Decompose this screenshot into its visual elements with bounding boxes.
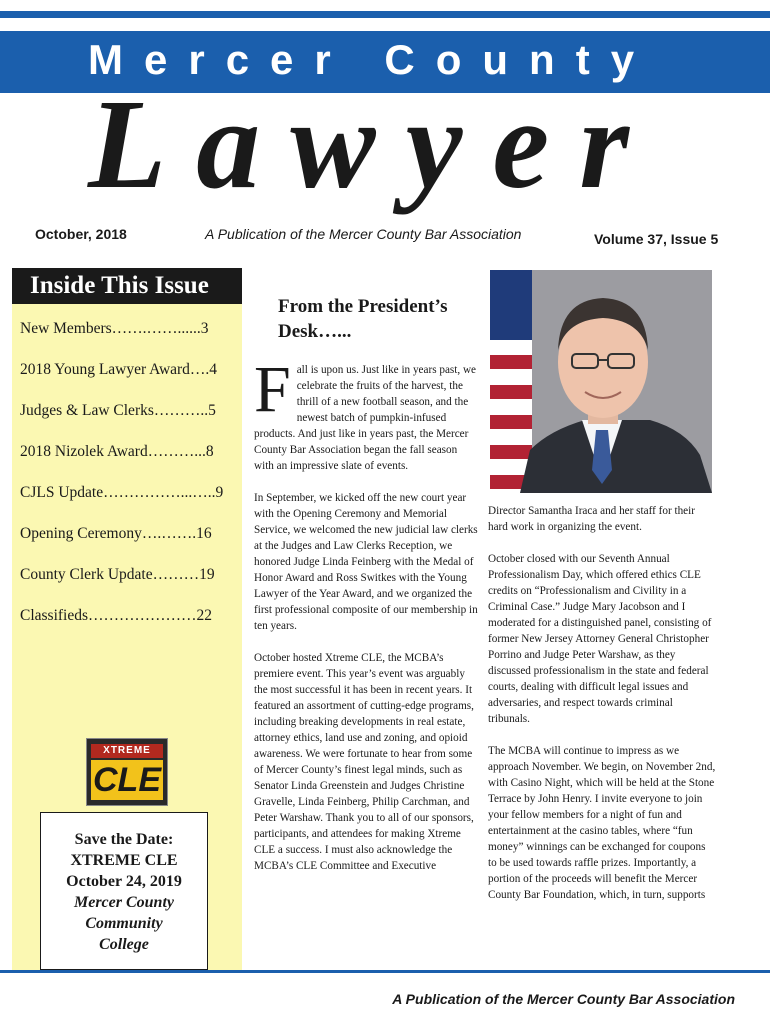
president-photo: [490, 270, 712, 493]
bottom-rule: [0, 970, 770, 973]
article-paragraph: The MCBA will continue to impress as we approach November. We begin, on November 2nd, with Casino Night, which will be held at the Stone Terrace by John Henry. I invite everyone to join your fellow members for a night of fun and entertainment at the casino tables, where “fun money” winnings can be exchanged for coupons to be used towards raffle prizes. Importantly, a portion of the proceeds will benefit the Mercer County Bar Foundation, which, in turn, supports: [488, 745, 716, 901]
masthead-tagline: A Publication of the Mercer County Bar Association: [205, 226, 522, 242]
article-title: From the President’s Desk…...: [278, 296, 448, 342]
save-line: College: [99, 936, 149, 953]
article-paragraph: In September, we kicked off the new court year with the Opening Ceremony and Memorial Service, we welcomed the new judicial law clerks at the Judges and Law Clerks Reception, we honored Judge Linda Feinberg with the Medal of Honor Award and Ross Switkes with the Young Lawyer of the Year Award, and we organized the first professional composite of our membership in ten years.: [254, 492, 478, 632]
issue-date: October, 2018: [35, 226, 127, 242]
save-line: Save the Date:: [74, 831, 174, 848]
save-the-date-box: [40, 812, 208, 970]
toc-item: 2018 Young Lawyer Award….4: [20, 361, 218, 378]
drop-cap: F: [254, 353, 291, 426]
table-of-contents: [20, 320, 236, 648]
logo-top-text: XTREME: [91, 744, 163, 758]
masthead-title: Lawyer: [88, 73, 659, 215]
save-line: XTREME CLE: [70, 852, 178, 869]
logo-cle-text: CLE: [93, 761, 161, 799]
toc-item: Judges & Law Clerks………..5: [20, 402, 216, 419]
article-paragraph: Director Samantha Iraca and her staff for their hard work in organizing the event.: [488, 505, 695, 533]
sidebar-heading: Inside This Issue: [12, 268, 242, 304]
toc-item: New Members…….……......3: [20, 320, 209, 337]
article-paragraph: October hosted Xtreme CLE, the MCBA’s premiere event. This year’s event was arguably the most successful it has been in recent years. It featured an assortment of cutting-edge programs, including breaking developments in real estate, attorney ethics, land use and zoning, and opioid awareness. We were fortunate to hear from some of Mercer County’s finest legal minds, such as Senator Linda Greenstein and Judges Christine Gravelle, Linda Feinberg, Philip Carchman, and Peter Warshaw. Thank you to all of our sponsors, participants, and attendees for making Xtreme CLE a success. I must also acknowledge the MCBA’s CLE Committee and Executive: [254, 652, 474, 872]
toc-item: Classifieds…………………22: [20, 607, 213, 624]
save-line: Mercer County: [74, 894, 174, 911]
toc-item: County Clerk Update………19: [20, 566, 215, 583]
toc-item: 2018 Nizolek Award………...8: [20, 443, 214, 460]
article-column-1: [254, 353, 478, 890]
save-line: Community: [85, 915, 163, 932]
xtreme-cle-logo: [86, 738, 168, 806]
paragraph-text: all is upon us. Just like in years past, we celebrate the fruits of the harvest, the thrill of a new football season, and the newest batch of pumpkin-infused products. And just like in years past, the Mercer County Bar Association began the fall season with an impressive slate of events.: [254, 364, 477, 472]
article-column-2: [488, 503, 716, 919]
top-rule: [0, 11, 770, 18]
toc-item: Opening Ceremony….…….16: [20, 525, 212, 542]
masthead-county: Mercer County: [88, 36, 656, 83]
toc-item: CJLS Update……………...…..9: [20, 484, 224, 501]
save-line: October 24, 2019: [66, 873, 182, 890]
article-paragraph: [254, 353, 478, 474]
footer-tagline: A Publication of the Mercer County Bar Association: [392, 991, 735, 1007]
issue-volume: Volume 37, Issue 5: [594, 231, 719, 247]
article-paragraph: October closed with our Seventh Annual Professionalism Day, which offered ethics CLE credits on “Professionalism and Civility in a Criminal Case.” Judge Mary Jacobson and I moderated for a distinguished panel, consisting of former New Jersey Attorney General Christopher Porrino and Judge Peter Warshaw, as they discussed professionalism in the state and federal courts, dealing with difficult legal issues and adversaries, and respect towards criminal tribunals.: [488, 553, 712, 725]
